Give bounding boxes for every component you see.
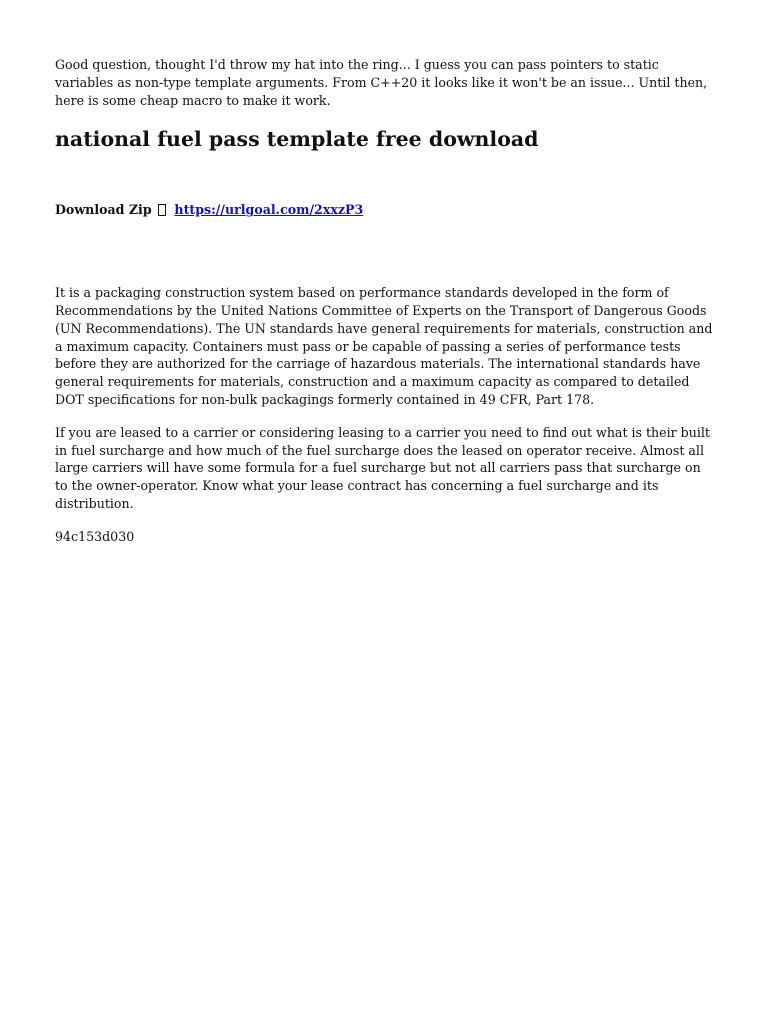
document-page [55,56,715,546]
download-link[interactable]: https://urlgoal.com/2xxzP3 [174,202,364,218]
footer-code: 94c153d030 [55,528,135,544]
missing-glyph-icon [158,204,166,216]
download-label: Download Zip [55,202,152,218]
intro-paragraph: Good question, thought I'd throw my hat into the ring... I guess you can pass pointers to static variables as non-type template arguments. From C++20 it looks like it won't be an issue... Until then, here is some cheap macro to make it work. [55,57,708,108]
download-line [55,201,715,219]
page-title: national fuel pass template free download [55,127,539,152]
body-paragraph-packaging: It is a packaging construction system based on performance standards developed in the form of Recommendations by the United Nations Committee of Experts on the Transport of Dangerous Goods (UN Recommendations). The UN standards have general requirements for materials, construction and a maximum capacity. Containers must pass or be capable of passing a series of performance tests before they are authorized for the carriage of hazardous materials. The international standards have general requirements for materials, construction and a maximum capacity as compared to detailed DOT specifications for non-bulk packagings formerly contained in 49 CFR, Part 178. [55,285,713,407]
body-paragraph-fuel-surcharge: If you are leased to a carrier or considering leasing to a carrier you need to find out what is their built in fuel surcharge and how much of the fuel surcharge does the leased on operator receive. Almost all large carriers will have some formula for a fuel surcharge but not all carriers pass that surcharge on to the owner-operator. Know what your lease contract has concerning a fuel surcharge and its distribution. [55,424,710,511]
